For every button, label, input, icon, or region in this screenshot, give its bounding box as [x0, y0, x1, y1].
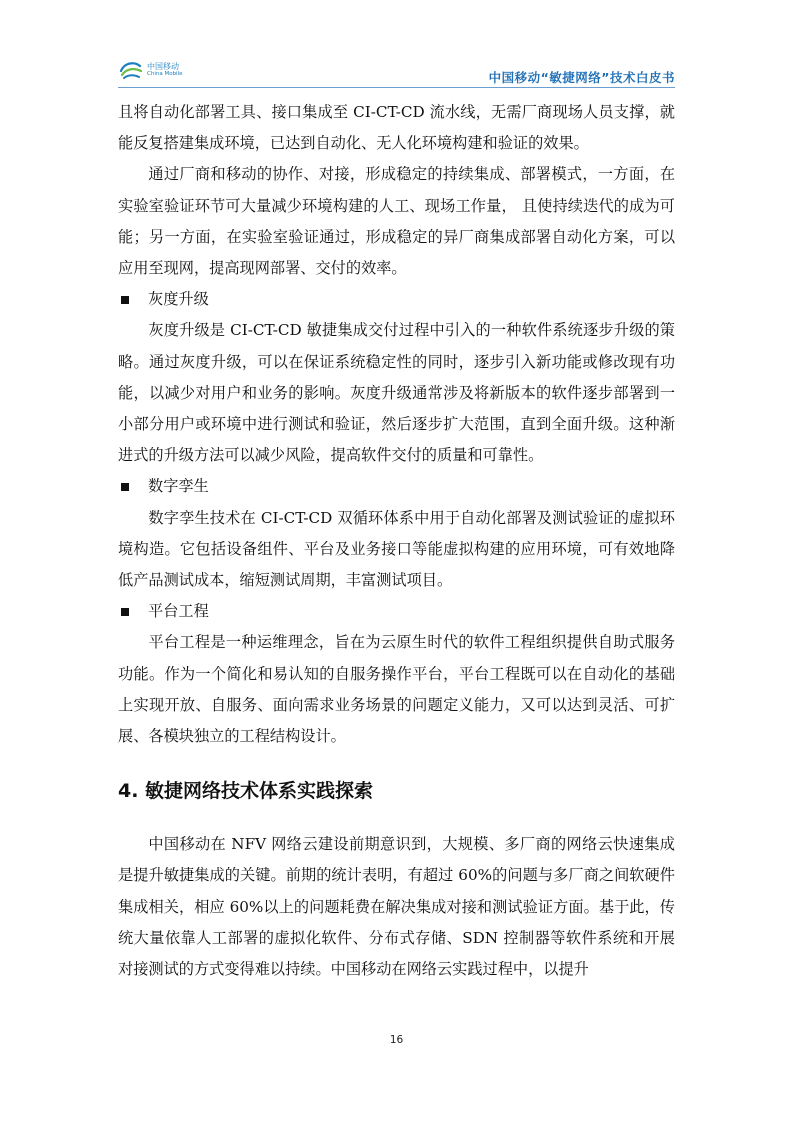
logo-cn: 中国移动	[147, 61, 179, 71]
paragraph-6: 中国移动在 NFV 网络云建设前期意识到，大规模、多厂商的网络云快速集成是提升敏捷集成的关键。前期的统计表明，有超过 60%的问题与多厂商之间软硬件集成相关，相应 60%以上的问题耗费在解决集成对接和测试验证方面。基于此，传统大量依靠人工部署的虚拟化软件、分布式存储、SDN 控制器等软件系统和开展对接测试的方式变得难以持续。中国移动在网络云实践过程中，以提升	[118, 835, 675, 979]
bullet-label: 灰度升级	[148, 290, 209, 309]
section-heading: 4. 敏捷网络技术体系实践探索	[118, 780, 374, 803]
bullet-item-digital-twin	[118, 471, 675, 502]
paragraph-4: 数字孪生技术在 CI-CT-CD 双循环体系中用于自动化部署及测试验证的虚拟环境构造。它包括设备组件、平台及业务接口等能虚拟构建的应用环境，可有效地降低产品测试成本，缩短测试周期，丰富测试项目。	[118, 508, 675, 590]
bullet-item-gray-upgrade	[118, 284, 675, 315]
square-bullet-icon	[121, 608, 129, 616]
document-title: 中国移动“敏捷网络”技术白皮书	[488, 70, 675, 85]
square-bullet-icon	[121, 483, 129, 491]
paragraph-5: 平台工程是一种运维理念，旨在为云原生时代的软件工程组织提供自助式服务功能。作为一个简化和易认知的自服务操作平台，平台工程既可以在自动化的基础上实现开放、自服务、面向需求业务场景的问题定义能力，又可以达到灵活、可扩展、各模块独立的工程结构设计。	[118, 633, 675, 746]
page-number: 16	[389, 1034, 404, 1046]
page-body	[118, 97, 675, 985]
bullet-label: 数字孪生	[148, 477, 209, 496]
bullet-label: 平台工程	[148, 602, 209, 621]
square-bullet-icon	[121, 296, 129, 304]
logo-en: China Mobile	[147, 70, 183, 77]
paragraph-2: 通过厂商和移动的协作、对接，形成稳定的持续集成、部署模式，一方面，在实验室验证环节可大量减少环境构建的人工、现场工作量， 且使持续迭代的成为可能；另一方面，在实验室验证通过，形成稳定的异厂商集成部署自动化方案，可以应用至现网，提高现网部署、交付的效率。	[118, 165, 675, 278]
paragraph-3: 灰度升级是 CI-CT-CD 敏捷集成交付过程中引入的一种软件系统逐步升级的策略。通过灰度升级，可以在保证系统稳定性的同时，逐步引入新功能或修改现有功能，以减少对用户和业务的影响。灰度升级通常涉及将新版本的软件逐步部署到一小部分用户或环境中进行测试和验证，然后逐步扩大范围，直到全面升级。这种渐进式的升级方法可以减少风险，提高软件交付的质量和可靠性。	[118, 321, 675, 465]
company-logo	[118, 56, 183, 84]
page-header	[118, 52, 675, 92]
bullet-item-platform-engineering	[118, 596, 675, 627]
china-mobile-logo-icon	[118, 57, 144, 83]
paragraph-1: 且将自动化部署工具、接口集成至 CI-CT-CD 流水线，无需厂商现场人员支撑，就能反复搭建集成环境，已达到自动化、无人化环境构建和验证的效果。	[118, 103, 675, 153]
header-divider	[118, 87, 675, 88]
section-heading-wrap	[118, 777, 675, 805]
logo-text	[147, 63, 183, 78]
